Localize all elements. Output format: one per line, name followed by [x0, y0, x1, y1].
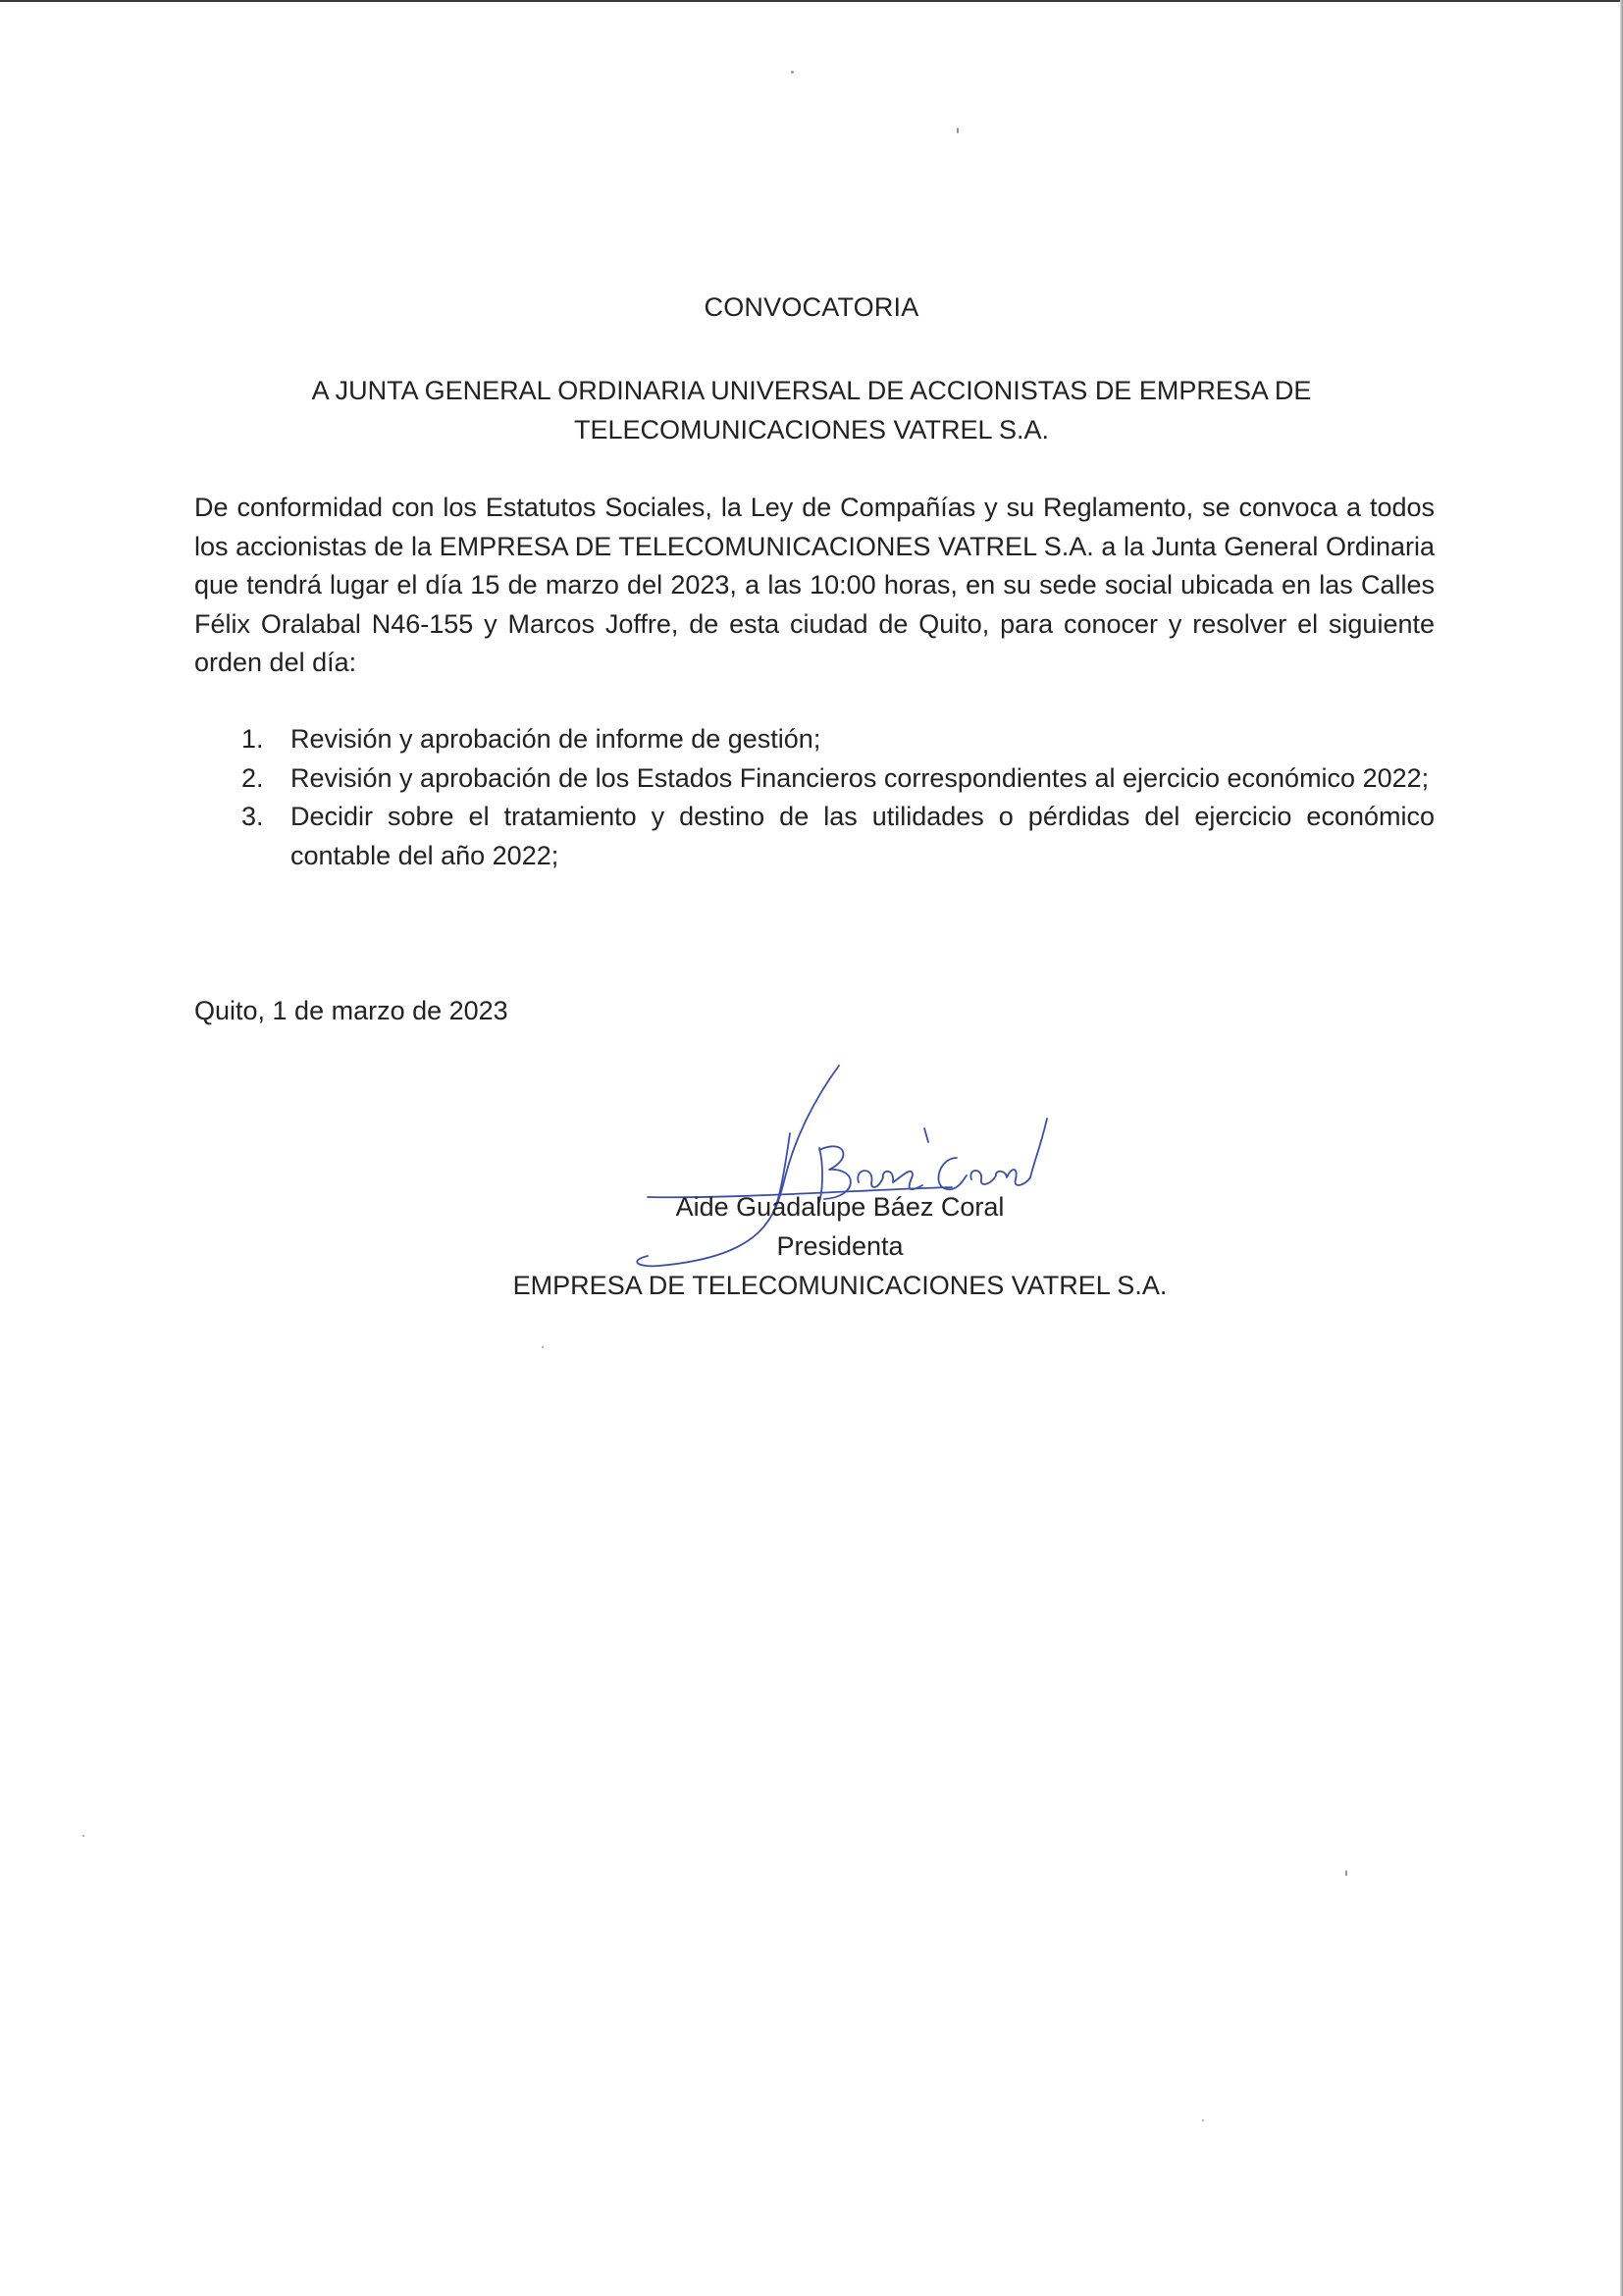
scan-speck	[957, 128, 959, 133]
document-title: CONVOCATORIA	[704, 292, 919, 322]
scan-speck	[82, 1835, 84, 1837]
agenda-list	[194, 720, 1435, 875]
scan-speck	[1202, 2119, 1204, 2121]
document-subtitle	[294, 371, 1329, 449]
page-top-edge	[0, 0, 1623, 2]
scan-speck	[1345, 1870, 1347, 1876]
body-paragraph: De conformidad con los Estatutos Sociales, la Ley de Compañías y su Reglamento, se convoca a todos los accionistas de la EMPRESA DE TELECOMUNICACIONES VATREL S.A. a la Junta General Ordinaria que tendrá lugar el día 15 de marzo del 2023, a las 10:00 horas, en su sede social ubicada en las Calles Félix Oralabal N46-155 y Marcos Joffre, de esta ciudad de Quito, para conocer y resolver el siguiente orden del día:	[194, 493, 1435, 677]
agenda-item	[194, 798, 1435, 875]
agenda-item-number: 1.	[241, 724, 264, 754]
scan-speck	[542, 1346, 544, 1348]
signer-role: Presidenta	[776, 1231, 904, 1261]
signer-name: Aide Guadalupe Báez Coral	[675, 1192, 1005, 1222]
place-and-date: Quito, 1 de marzo de 2023	[194, 996, 508, 1025]
agenda-item-text: Decidir sobre el tratamiento y destino de las utilidades o pérdidas del ejercicio económico contable del año 2022;	[290, 802, 1435, 870]
agenda-item	[194, 759, 1435, 799]
scan-speck	[791, 71, 794, 74]
agenda-item	[194, 720, 1435, 759]
agenda-item-number: 3.	[241, 802, 264, 831]
signature-lettering: J Báez Coral	[849, 1168, 855, 1169]
signer-company: EMPRESA DE TELECOMUNICACIONES VATREL S.A.	[512, 1271, 1168, 1300]
agenda-item-number: 2.	[241, 762, 264, 793]
agenda-item-text: Revisión y aprobación de los Estados Financieros correspondientes al ejercicio económico 2022;	[290, 762, 1430, 793]
subtitle-line-1: A JUNTA GENERAL ORDINARIA UNIVERSAL DE ACCIONISTAS DE EMPRESA DE	[311, 376, 1312, 405]
subtitle-line-2: TELECOMUNICACIONES VATREL S.A.	[573, 415, 1050, 444]
agenda-item-text: Revisión y aprobación de informe de gestión;	[290, 724, 821, 754]
